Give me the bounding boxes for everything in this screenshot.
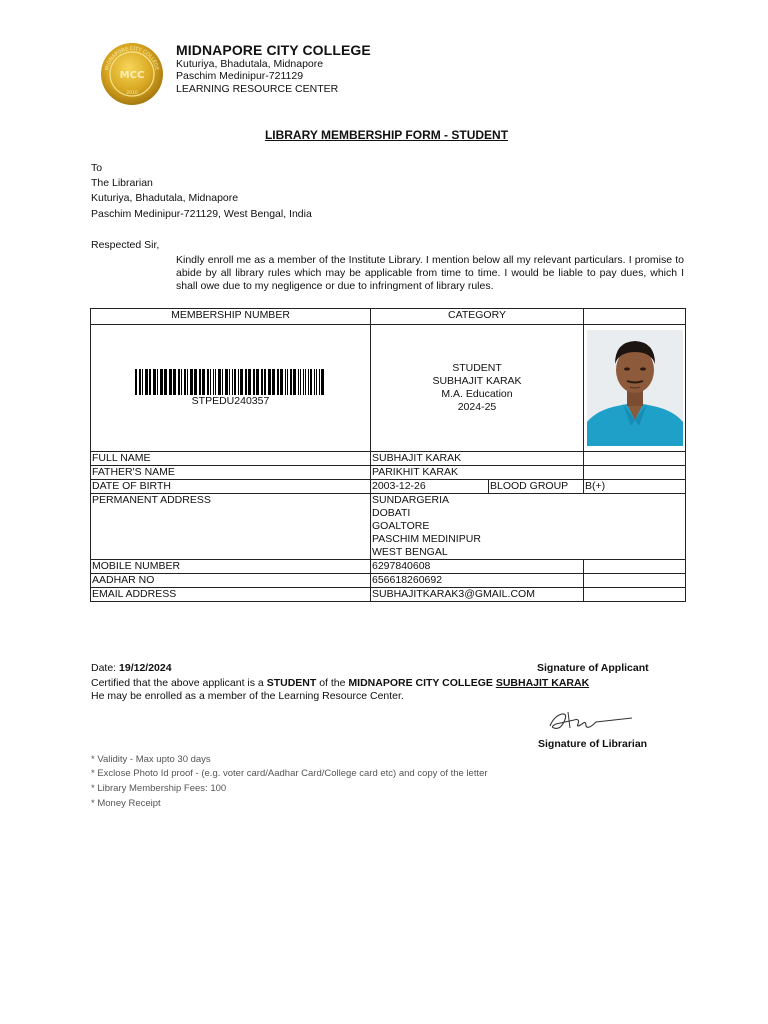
barcode-bar bbox=[169, 369, 172, 395]
id-row bbox=[91, 325, 686, 452]
barcode-bar bbox=[268, 369, 271, 395]
barcode-bar bbox=[229, 369, 230, 395]
email-value: SUBHAJITKARAK3@GMAIL.COM bbox=[371, 588, 584, 602]
barcode-bar bbox=[305, 369, 306, 395]
barcode-bar bbox=[157, 369, 158, 395]
barcode-bar bbox=[314, 369, 315, 395]
membership-number-header: MEMBERSHIP NUMBER bbox=[91, 309, 371, 325]
category-name: SUBHAJIT KARAK bbox=[432, 375, 522, 387]
college-logo-seal bbox=[98, 42, 166, 106]
form-title: LIBRARY MEMBERSHIP FORM - STUDENT bbox=[264, 128, 509, 142]
mobile-label: MOBILE NUMBER bbox=[91, 560, 371, 574]
barcode-bar bbox=[272, 369, 275, 395]
membership-table bbox=[90, 308, 686, 602]
barcode-bar bbox=[319, 369, 320, 395]
barcode-bar bbox=[225, 369, 228, 395]
address-value bbox=[371, 494, 686, 560]
full-name-label: FULL NAME bbox=[91, 452, 371, 466]
note-item: * Exclose Photo Id proof - (e.g. voter card/Aadhar Card/College card etc) and copy of the letter bbox=[91, 768, 488, 779]
request-paragraph: Kindly enroll me as a member of the Institute Library. I mention below all my relevant particulars. I promise to abide by all library rules which may be applicable from time to time. I would be liable to pay dues, which I shall owe due to my negligence or due to infringment of library rules. bbox=[176, 254, 684, 292]
barcode-bar bbox=[232, 369, 233, 395]
barcode-bar bbox=[190, 369, 193, 395]
barcode-bar bbox=[173, 369, 176, 395]
barcode-bar bbox=[300, 369, 301, 395]
logo-year-text: 2010 bbox=[126, 91, 138, 96]
barcode-bar bbox=[256, 369, 259, 395]
mobile-value: 6297840608 bbox=[371, 560, 584, 574]
father-name-value: PARIKHIT KARAK bbox=[371, 466, 584, 480]
barcode-bar bbox=[145, 369, 148, 395]
recipient-address-line2: Paschim Medinipur-721129, West Bengal, India bbox=[91, 208, 312, 220]
barcode-bar bbox=[213, 369, 214, 395]
table-row bbox=[91, 560, 686, 574]
barcode-bar bbox=[178, 369, 180, 395]
note-item: * Library Membership Fees: 100 bbox=[91, 783, 227, 794]
address-line: WEST BENGAL bbox=[372, 546, 448, 558]
email-label: EMAIL ADDRESS bbox=[91, 588, 371, 602]
barcode-bar bbox=[142, 369, 143, 395]
signature-librarian-label: Signature of Librarian bbox=[538, 738, 648, 750]
barcode-bar bbox=[218, 369, 221, 395]
cert-college: MIDNAPORE CITY COLLEGE bbox=[348, 677, 493, 689]
barcode-bar bbox=[303, 369, 304, 395]
recipient-address-line1: Kuturiya, Bhadutala, Midnapore bbox=[91, 192, 239, 204]
college-address-line2: Paschim Medinipur-721129 bbox=[176, 70, 304, 82]
barcode-bar bbox=[245, 369, 247, 395]
note-item: * Money Receipt bbox=[91, 798, 161, 809]
barcode-bar bbox=[238, 369, 239, 395]
aadhar-label: AADHAR NO bbox=[91, 574, 371, 588]
barcode-bar bbox=[277, 369, 279, 395]
dob-label: DATE OF BIRTH bbox=[91, 480, 371, 494]
category-header: CATEGORY bbox=[371, 309, 584, 325]
table-header-row bbox=[91, 309, 686, 325]
address-line: GOALTORE bbox=[372, 520, 430, 532]
table-row bbox=[91, 452, 686, 466]
barcode-bar bbox=[210, 369, 211, 395]
applicant-photo bbox=[587, 330, 683, 446]
cert-role: STUDENT bbox=[266, 677, 317, 689]
barcode-bar bbox=[181, 369, 182, 395]
category-session: 2024-25 bbox=[457, 401, 497, 413]
cert-name: SUBHAJIT KARAK bbox=[495, 677, 590, 689]
barcode-bar bbox=[184, 369, 186, 395]
barcode-bar bbox=[310, 369, 312, 395]
table-row bbox=[91, 588, 686, 602]
barcode-bar bbox=[160, 369, 163, 395]
date-value: 19/12/2024 bbox=[119, 662, 172, 674]
empty-cell bbox=[584, 574, 686, 588]
barcode-bar bbox=[215, 369, 216, 395]
table-row bbox=[91, 466, 686, 480]
aadhar-value: 656618260692 bbox=[371, 574, 584, 588]
dob-value: 2003-12-26 bbox=[371, 480, 489, 494]
barcode-cell bbox=[91, 325, 371, 452]
date-line bbox=[91, 662, 172, 674]
barcode-bar bbox=[290, 369, 292, 395]
barcode-bar bbox=[207, 369, 209, 395]
barcode-bar bbox=[285, 369, 286, 395]
recipient-to: To bbox=[91, 162, 103, 174]
barcode bbox=[133, 369, 329, 395]
barcode-bar bbox=[316, 369, 317, 395]
barcode-bar bbox=[139, 369, 141, 395]
category-course: M.A. Education bbox=[441, 388, 513, 400]
barcode-bar bbox=[253, 369, 255, 395]
college-department: LEARNING RESOURCE CENTER bbox=[176, 83, 339, 95]
address-line: SUNDARGERIA bbox=[372, 494, 450, 506]
address-label: PERMANENT ADDRESS bbox=[91, 494, 371, 560]
blood-group-label: BLOOD GROUP bbox=[489, 480, 584, 494]
logo-center-text: MCC bbox=[119, 70, 145, 81]
empty-cell bbox=[584, 560, 686, 574]
empty-cell bbox=[584, 466, 686, 480]
barcode-bar bbox=[149, 369, 151, 395]
full-name-value: SUBHAJIT KARAK bbox=[371, 452, 584, 466]
recipient-title: The Librarian bbox=[91, 177, 153, 189]
college-name: MIDNAPORE CITY COLLEGE bbox=[176, 42, 371, 58]
date-label: Date: bbox=[91, 662, 120, 674]
table-row bbox=[91, 494, 686, 560]
college-address-line1: Kuturiya, Bhadutala, Midnapore bbox=[176, 58, 324, 70]
barcode-bar bbox=[153, 369, 156, 395]
barcode-bar bbox=[261, 369, 263, 395]
empty-cell bbox=[584, 588, 686, 602]
logo-ring-text: MIDNAPORE CITY COLLEGE bbox=[104, 45, 160, 72]
table-row bbox=[91, 574, 686, 588]
father-name-label: FATHER'S NAME bbox=[91, 466, 371, 480]
librarian-signature-image bbox=[546, 708, 638, 734]
barcode-bar bbox=[187, 369, 188, 395]
barcode-bar bbox=[222, 369, 223, 395]
barcode-bar bbox=[202, 369, 205, 395]
barcode-bar bbox=[248, 369, 251, 395]
empty-cell bbox=[584, 452, 686, 466]
membership-number: STPEDU240357 bbox=[191, 394, 270, 407]
barcode-bar bbox=[287, 369, 288, 395]
barcode-bar bbox=[321, 369, 324, 395]
barcode-bar bbox=[308, 369, 309, 395]
note-item: * Validity - Max upto 30 days bbox=[91, 754, 211, 765]
barcode-bar bbox=[298, 369, 299, 395]
certification-line bbox=[91, 677, 589, 689]
signature-applicant-label: Signature of Applicant bbox=[537, 662, 649, 674]
photo-header-empty bbox=[584, 309, 686, 325]
barcode-bar bbox=[293, 369, 296, 395]
barcode-bar bbox=[240, 369, 243, 395]
category-type: STUDENT bbox=[452, 362, 502, 374]
certification-line2: He may be enrolled as a member of the Learning Resource Center. bbox=[91, 690, 404, 702]
barcode-bar bbox=[264, 369, 266, 395]
barcode-bar bbox=[135, 369, 137, 395]
barcode-bar bbox=[194, 369, 197, 395]
address-line: DOBATI bbox=[372, 507, 411, 519]
cert-mid: of the bbox=[316, 677, 349, 689]
table-row bbox=[91, 480, 686, 494]
barcode-bar bbox=[164, 369, 167, 395]
barcode-bar bbox=[199, 369, 201, 395]
blood-group-value: B(+) bbox=[584, 480, 686, 494]
address-line: PASCHIM MEDINIPUR bbox=[372, 533, 481, 545]
photo-cell bbox=[584, 325, 686, 452]
salutation: Respected Sir, bbox=[91, 239, 160, 251]
barcode-bar bbox=[234, 369, 236, 395]
category-cell bbox=[371, 325, 584, 452]
barcode-bar bbox=[280, 369, 283, 395]
cert-prefix: Certified that the above applicant is a bbox=[91, 677, 267, 689]
